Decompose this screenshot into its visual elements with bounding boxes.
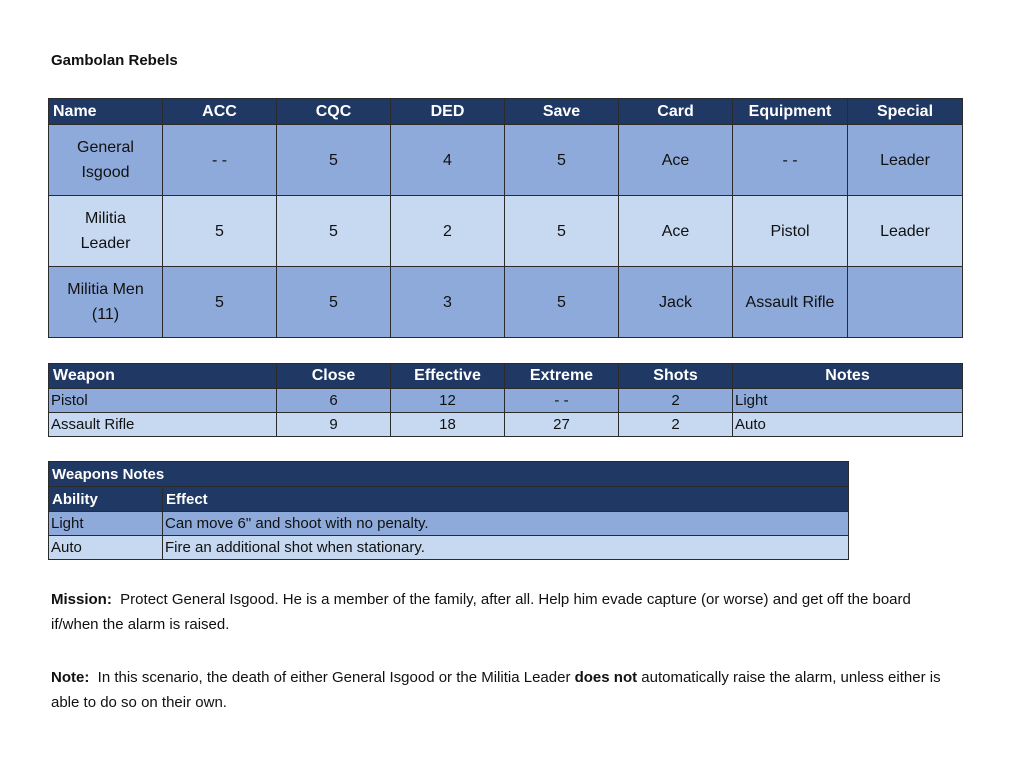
mission-paragraph (51, 587, 961, 637)
effect-cell: Fire an additional shot when stationary. (163, 536, 849, 560)
note-paragraph (51, 665, 961, 715)
card-cell: Jack (619, 267, 733, 338)
col-header-close: Close (277, 364, 391, 389)
effective-cell: 18 (391, 413, 505, 437)
shots-cell: 2 (619, 389, 733, 413)
table-row (49, 389, 963, 413)
acc-cell: - - (163, 125, 277, 196)
units-header-row (49, 99, 963, 125)
weapons-notes-title: Weapons Notes (49, 462, 849, 487)
unit-name-cell (49, 196, 163, 267)
notes-cell: Light (733, 389, 963, 413)
note-text: In this scenario, the death of either General Isgood or the Militia Leader (89, 669, 575, 686)
acc-cell: 5 (163, 267, 277, 338)
equipment-cell: - - (733, 125, 848, 196)
special-cell (848, 267, 963, 338)
unit-name-line: Militia (85, 210, 126, 227)
page-title: Gambolan Rebels (51, 52, 178, 69)
effective-cell: 12 (391, 389, 505, 413)
weapons-notes-title-row (49, 462, 849, 487)
table-row (49, 413, 963, 437)
col-header-weapon: Weapon (49, 364, 277, 389)
unit-name-cell (49, 267, 163, 338)
mission-text: Protect (111, 591, 172, 608)
extreme-cell: 27 (505, 413, 619, 437)
save-cell: 5 (505, 125, 619, 196)
equipment-cell: Assault Rifle (733, 267, 848, 338)
cqc-cell: 5 (277, 196, 391, 267)
save-cell: 5 (505, 196, 619, 267)
save-cell: 5 (505, 267, 619, 338)
special-cell: Leader (848, 125, 963, 196)
col-header-extreme: Extreme (505, 364, 619, 389)
table-row (49, 512, 849, 536)
note-text: automatically raise the alarm, unless either is able to do so on their own. (51, 669, 941, 711)
col-header-effective: Effective (391, 364, 505, 389)
mission-label: Mission: (51, 591, 112, 608)
card-cell: Ace (619, 196, 733, 267)
ded-cell: 4 (391, 125, 505, 196)
col-header-special: Special (848, 99, 963, 125)
units-table (48, 98, 963, 338)
ability-cell: Auto (49, 536, 163, 560)
card-cell: Ace (619, 125, 733, 196)
ded-cell: 2 (391, 196, 505, 267)
cqc-cell: 5 (277, 125, 391, 196)
unit-name-line: Militia Men (67, 281, 144, 298)
col-header-save: Save (505, 99, 619, 125)
unit-name-cell (49, 125, 163, 196)
note-label: Note: (51, 669, 90, 686)
ded-cell: 3 (391, 267, 505, 338)
weapon-cell: Assault Rifle (49, 413, 277, 437)
cqc-cell: 5 (277, 267, 391, 338)
col-header-ded: DED (391, 99, 505, 125)
table-row (49, 267, 963, 338)
table-row (49, 125, 963, 196)
unit-name-line: General (77, 139, 134, 156)
table-row (49, 536, 849, 560)
col-header-effect: Effect (163, 487, 849, 512)
table-row (49, 196, 963, 267)
col-header-shots: Shots (619, 364, 733, 389)
weapons-header-row (49, 364, 963, 389)
notes-cell: Auto (733, 413, 963, 437)
col-header-card: Card (619, 99, 733, 125)
col-header-ability: Ability (49, 487, 163, 512)
special-cell: Leader (848, 196, 963, 267)
mission-text: General Isgood. He is a member of the family, after all. Help him evade capture (or worse) and get off the board if/when the alarm is raised. (51, 591, 911, 633)
shots-cell: 2 (619, 413, 733, 437)
unit-name-line: Leader (80, 235, 131, 252)
ability-cell: Light (49, 512, 163, 536)
note-emphasis: does not (574, 669, 638, 686)
weapons-table (48, 363, 963, 437)
close-cell: 9 (277, 413, 391, 437)
equipment-cell: Pistol (733, 196, 848, 267)
weapons-notes-header-row (49, 487, 849, 512)
col-header-cqc: CQC (277, 99, 391, 125)
effect-cell: Can move 6" and shoot with no penalty. (163, 512, 849, 536)
col-header-acc: ACC (163, 99, 277, 125)
extreme-cell: - - (505, 389, 619, 413)
unit-name-line: Isgood (81, 164, 130, 181)
col-header-equipment: Equipment (733, 99, 848, 125)
acc-cell: 5 (163, 196, 277, 267)
weapons-notes-table (48, 461, 849, 560)
weapon-cell: Pistol (49, 389, 277, 413)
unit-name-line: (11) (91, 306, 120, 323)
col-header-notes: Notes (733, 364, 963, 389)
close-cell: 6 (277, 389, 391, 413)
col-header-name: Name (49, 99, 163, 125)
